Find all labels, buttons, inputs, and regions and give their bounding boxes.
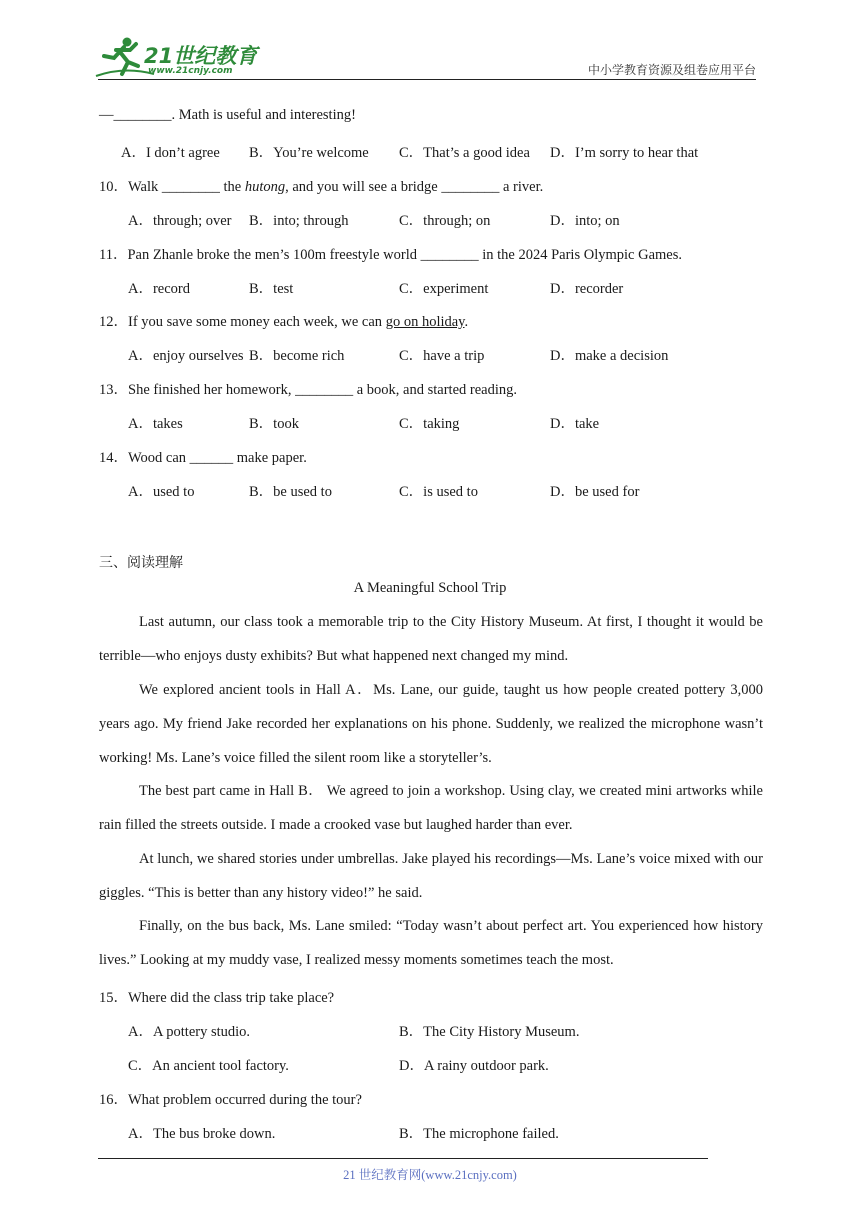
passage-paragraph-4: At lunch, we shared stories under umbrellas. Jake played his recordings—Ms. Lane’s voice mixed with our giggles. “This is better than any history video!” he said. — [99, 851, 763, 901]
passage-paragraph-2: We explored ancient tools in Hall A．Ms. Lane, our guide, taught us how people created pottery 3,000 years ago. My friend Jake recorded her explanations on his phone. Suddenly, we realized the microphone wasn’t working! Ms. Lane’s voice filled the silent room like a storyteller’s. — [99, 682, 763, 766]
q14-question: 14．Wood can ______ make paper. — [99, 450, 307, 466]
q10-option-c: C．through; on — [399, 213, 491, 229]
q11-option-a: A．record — [128, 281, 191, 297]
q12-text-start: 12．If you save some money each week, we can — [99, 314, 386, 330]
logo-url: www.21cnjy.com — [148, 66, 233, 76]
q14-option-b: B．be used to — [249, 484, 332, 500]
q14-option-a: A．used to — [128, 484, 195, 500]
q12-option-a: A．enjoy ourselves — [128, 348, 244, 364]
q16-question: 16．What problem occurred during the tour? — [99, 1092, 362, 1108]
q10-italic-word: hutong — [244, 179, 286, 195]
q13-option-a: A．takes — [128, 416, 183, 432]
q12-option-c: C．have a trip — [399, 348, 485, 364]
q13-option-d: D．take — [550, 416, 600, 432]
passage-paragraph-1: Last autumn, our class took a memorable trip to the City History Museum. At first, I thought it would be terrible—who enjoys dusty exhibits? But what happened next changed my mind. — [99, 614, 763, 664]
q10-option-a: A．through; over — [128, 213, 232, 229]
q13-option-c: C．taking — [399, 416, 460, 432]
q12-question — [99, 310, 468, 331]
q11-option-b: B．test — [249, 281, 294, 297]
q13-question: 13．She finished her homework, ________ a book, and started reading. — [99, 382, 517, 398]
q16-option-a: A．The bus broke down. — [128, 1126, 276, 1142]
q12-underlined-phrase: go on holiday — [385, 314, 465, 330]
q14-option-c: C．is used to — [399, 484, 478, 500]
q10-text-start: 10．Walk ________ the — [99, 179, 245, 195]
q12-option-d: D．make a decision — [550, 348, 669, 364]
q14-option-d: D．be used for — [550, 484, 640, 500]
q15-option-c: C．An ancient tool factory. — [128, 1058, 289, 1074]
q15-option-d: D．A rainy outdoor park. — [399, 1058, 549, 1074]
logo-text: 21世纪教育 — [144, 44, 258, 68]
passage-title: A Meaningful School Trip — [353, 580, 507, 596]
section-heading: 三、阅读理解 — [99, 555, 183, 571]
q10-option-d: D．into; on — [550, 213, 620, 229]
q9-option-a: A．I don’t agree — [121, 145, 220, 161]
q10-text-end: , and you will see a bridge ________ a river. — [285, 179, 544, 195]
header-divider — [98, 79, 756, 80]
q12-text-end: . — [464, 314, 469, 330]
q15-question: 15．Where did the class trip take place? — [99, 990, 335, 1006]
q16-option-b: B．The microphone failed. — [399, 1126, 559, 1142]
q10-question — [99, 175, 543, 196]
q15-option-b: B．The City History Museum. — [399, 1024, 580, 1040]
platform-name: 中小学教育资源及组卷应用平台 — [587, 63, 756, 77]
q13-option-b: B．took — [249, 416, 299, 432]
q9-option-b: B．You’re welcome — [249, 145, 369, 161]
passage-paragraph-3: The best part came in Hall B． We agreed to join a workshop. Using clay, we created mini artworks while rain filled the streets outside. I made a crooked vase but laughed harder than ever. — [99, 783, 763, 833]
site-logo — [94, 36, 264, 80]
q11-question: 11．Pan Zhanle broke the men’s 100m freestyle world ________ in the 2024 Paris Olympic Games. — [99, 247, 682, 263]
footer-divider — [98, 1158, 708, 1159]
q15-option-a: A．A pottery studio. — [128, 1024, 251, 1040]
q11-option-d: D．recorder — [550, 281, 624, 297]
q9-option-c: C．That’s a good idea — [399, 145, 530, 161]
q9-line: —________. Math is useful and interesting! — [99, 107, 356, 123]
footer-link[interactable]: 21 世纪教育网(www.21cnjy.com) — [343, 1168, 517, 1182]
q11-option-c: C．experiment — [399, 281, 489, 297]
q12-option-b: B．become rich — [249, 348, 345, 364]
q10-option-b: B．into; through — [249, 213, 349, 229]
q9-option-d: D．I’m sorry to hear that — [550, 145, 699, 161]
passage-paragraph-5: Finally, on the bus back, Ms. Lane smiled: “Today wasn’t about perfect art. You experienced how history lives.” Looking at my muddy vase, I realized messy moments sometimes teach the most. — [99, 918, 763, 968]
